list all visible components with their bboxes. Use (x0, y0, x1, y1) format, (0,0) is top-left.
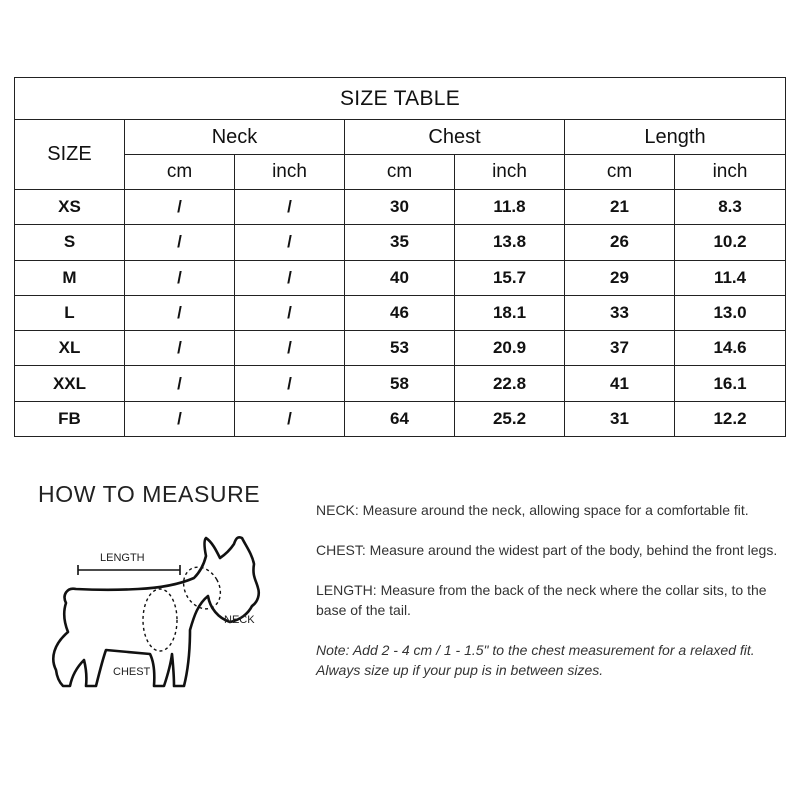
chest-label: CHEST (113, 666, 151, 678)
measurement-cell: 64 (345, 401, 455, 436)
size-label-cell: XXL (15, 366, 125, 401)
measurement-cell: / (235, 190, 345, 225)
measurement-cell: / (125, 260, 235, 295)
measurement-cell: / (125, 190, 235, 225)
table-title: SIZE TABLE (15, 78, 786, 120)
size-label-cell: XS (15, 190, 125, 225)
unit-header: cm (125, 155, 235, 190)
neck-group-header: Neck (125, 120, 345, 155)
measurement-cell: 41 (565, 366, 675, 401)
measurement-cell: / (235, 401, 345, 436)
measurement-instructions (316, 500, 792, 700)
chest-measure-loop (143, 589, 177, 651)
measurement-cell: 11.8 (455, 190, 565, 225)
table-row (15, 295, 786, 330)
how-to-measure-title: HOW TO MEASURE (38, 481, 261, 507)
measurement-cell: 58 (345, 366, 455, 401)
table-row (15, 401, 786, 436)
size-table (14, 77, 786, 437)
measurement-cell: 22.8 (455, 366, 565, 401)
measurement-cell: / (125, 295, 235, 330)
measurement-cell: 35 (345, 225, 455, 260)
measurement-cell: / (125, 331, 235, 366)
measurement-cell: 10.2 (675, 225, 786, 260)
size-label-cell: M (15, 260, 125, 295)
measurement-cell: 11.4 (675, 260, 786, 295)
size-label-cell: L (15, 295, 125, 330)
measurement-cell: 40 (345, 260, 455, 295)
table-row (15, 366, 786, 401)
chest-instruction: CHEST: Measure around the widest part of the body, behind the front legs. (316, 542, 778, 558)
chest-group-header: Chest (345, 120, 565, 155)
measurement-cell: / (235, 366, 345, 401)
length-instruction: LENGTH: Measure from the back of the neck where the collar sits, to the base of the tail. (316, 582, 767, 618)
measurement-cell: 31 (565, 401, 675, 436)
size-note: Note: Add 2 - 4 cm / 1 - 1.5" to the chest measurement for a relaxed fit. Always size up if your pup is in between sizes. (316, 642, 755, 678)
measurement-cell: 20.9 (455, 331, 565, 366)
measurement-cell: 46 (345, 295, 455, 330)
length-label: LENGTH (100, 552, 145, 564)
size-column-header: SIZE (15, 120, 125, 190)
measurement-cell: 16.1 (675, 366, 786, 401)
measurement-cell: 26 (565, 225, 675, 260)
measurement-cell: 37 (565, 331, 675, 366)
measurement-cell: / (235, 225, 345, 260)
measurement-cell: / (125, 366, 235, 401)
table-row (15, 190, 786, 225)
unit-header: inch (235, 155, 345, 190)
measurement-cell: 8.3 (675, 190, 786, 225)
measurement-cell: 14.6 (675, 331, 786, 366)
measurement-cell: 29 (565, 260, 675, 295)
size-label-cell: FB (15, 401, 125, 436)
measurement-cell: 12.2 (675, 401, 786, 436)
measurement-cell: 13.8 (455, 225, 565, 260)
measurement-cell: / (235, 295, 345, 330)
measurement-cell: / (235, 331, 345, 366)
measurement-cell: 25.2 (455, 401, 565, 436)
unit-header: cm (345, 155, 455, 190)
length-group-header: Length (565, 120, 786, 155)
dog-measurement-diagram (30, 520, 310, 720)
measurement-cell: 53 (345, 331, 455, 366)
measurement-cell: 30 (345, 190, 455, 225)
neck-instruction: NECK: Measure around the neck, allowing space for a comfortable fit. (316, 502, 749, 518)
measurement-cell: 33 (565, 295, 675, 330)
table-row (15, 225, 786, 260)
unit-header: inch (675, 155, 786, 190)
dog-outline-icon (53, 537, 258, 686)
size-label-cell: XL (15, 331, 125, 366)
table-row (15, 260, 786, 295)
measurement-cell: / (235, 260, 345, 295)
unit-header: cm (565, 155, 675, 190)
measurement-cell: / (125, 225, 235, 260)
measurement-cell: 21 (565, 190, 675, 225)
unit-header: inch (455, 155, 565, 190)
neck-label: NECK (224, 614, 255, 626)
measurement-cell: / (125, 401, 235, 436)
measurement-cell: 13.0 (675, 295, 786, 330)
table-row (15, 331, 786, 366)
measurement-cell: 18.1 (455, 295, 565, 330)
measurement-cell: 15.7 (455, 260, 565, 295)
size-label-cell: S (15, 225, 125, 260)
